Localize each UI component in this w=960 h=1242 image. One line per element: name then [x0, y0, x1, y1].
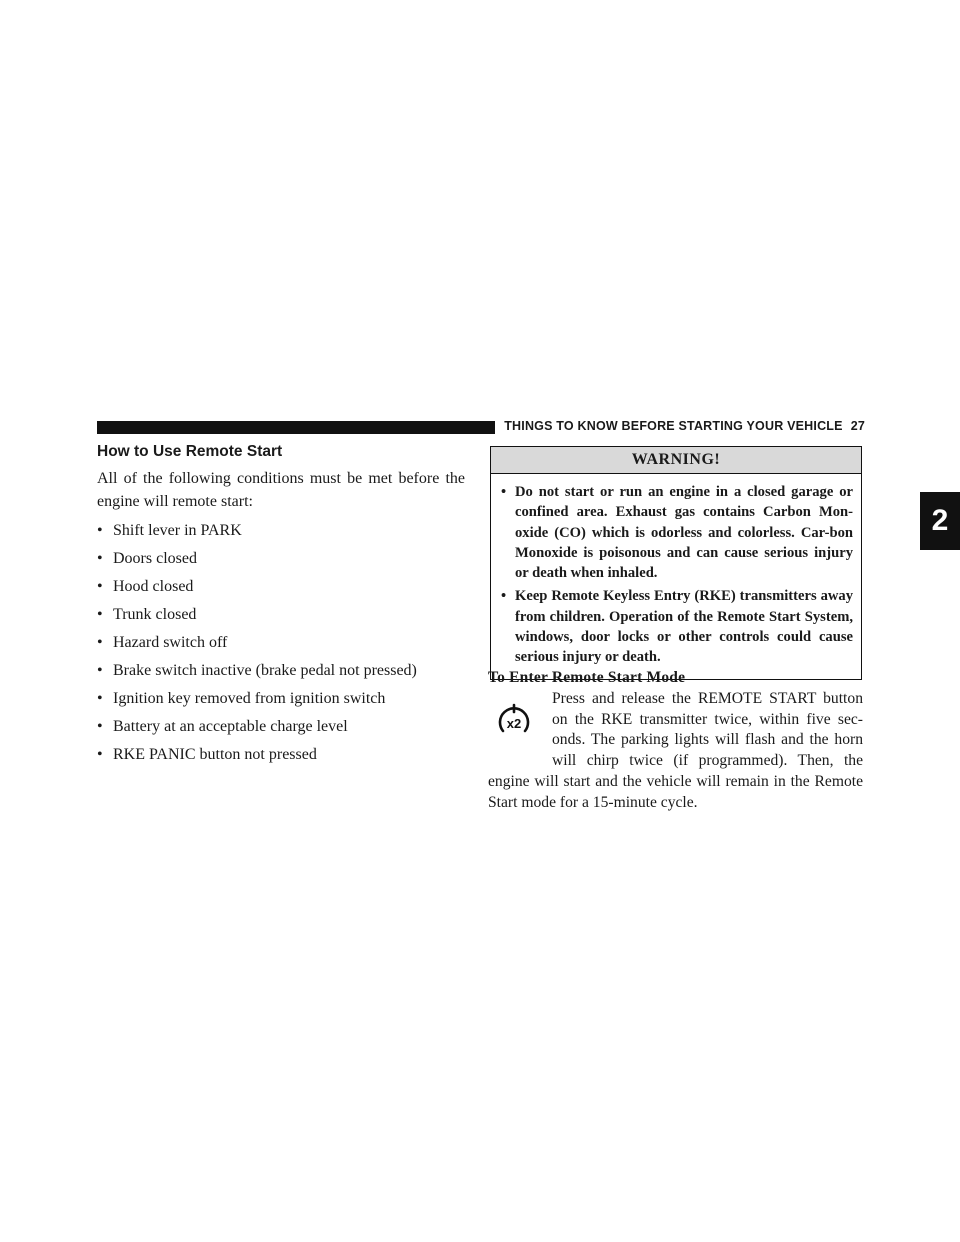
warning-item: • Keep Remote Keyless Entry (RKE) transmitters away from children. Operation of the Remote Start System, windows, door locks or other controls could cause serious injury or death. [501, 588, 853, 666]
warning-item: • Do not start or run an engine in a closed garage or confined area. Exhaust gas contains Carbon Mon-oxide (CO) which is odorless and colorless. Car-bon Monoxide is poisonous and can cause serious injury or death when inhaled. [501, 484, 853, 582]
conditions-list [97, 517, 465, 769]
list-item-text: RKE PANIC button not pressed [113, 746, 317, 763]
chapter-tab [920, 492, 960, 550]
list-item-text: Trunk closed [113, 606, 197, 623]
left-column [97, 443, 465, 769]
page-number: 27 [850, 419, 865, 433]
remote-start-x2-icon [488, 689, 540, 753]
list-item: • Battery at an acceptable charge level [97, 718, 348, 735]
list-item-text: Hood closed [113, 578, 194, 595]
list-item-text: Doors closed [113, 550, 197, 567]
running-header [503, 419, 865, 433]
list-item: • Ignition key removed from ignition switch [97, 690, 386, 707]
warning-list [491, 474, 861, 679]
warning-box [490, 446, 862, 680]
list-item-text: Battery at an acceptable charge level [113, 718, 348, 735]
list-item: • Shift lever in PARK [97, 522, 242, 539]
list-item-text: Shift lever in PARK [113, 522, 242, 539]
enter-mode-section [488, 669, 863, 813]
section-title: THINGS TO KNOW BEFORE STARTING YOUR VEHICLE [504, 419, 843, 433]
icon-label: x2 [506, 716, 522, 731]
list-item-text: Hazard switch off [113, 634, 228, 651]
chapter-number: 2 [931, 504, 949, 537]
list-item: • Hazard switch off [97, 634, 228, 651]
remote-start-x2-icon-graphic [494, 701, 534, 741]
warning-item-text: Do not start or run an engine in a closed garage or confined area. Exhaust gas contains Carbon Mon-oxide (CO) which is odorless and colorless. Car-bon Monoxide is poisonous and can cause serious injury or death when inhaled. [515, 484, 853, 582]
list-item-text: Brake switch inactive (brake pedal not pressed) [113, 662, 417, 679]
warning-item-text: Keep Remote Keyless Entry (RKE) transmitters away from children. Operation of the Remote Start System, windows, door locks or other controls could cause serious injury or death. [515, 588, 853, 666]
list-item: • Brake switch inactive (brake pedal not pressed) [97, 662, 417, 679]
header-rule [97, 421, 495, 434]
intro-paragraph: All of the following conditions must be met before the engine will remote start: [97, 470, 465, 510]
list-item-text: Ignition key removed from ignition switch [113, 690, 386, 707]
section-heading: How to Use Remote Start [97, 443, 283, 460]
warning-title: WARNING! [491, 447, 861, 474]
enter-mode-paragraph: Press and release the REMOTE START button on the RKE transmitter twice, within five sec-onds. The parking lights will flash and the horn will chirp twice (if programmed). Then, the engine will start and the vehicle will remain in the Remote Start mode for a 15-minute cycle. [488, 690, 863, 811]
list-item: • Hood closed [97, 578, 194, 595]
list-item: • Trunk closed [97, 606, 197, 623]
list-item: • Doors closed [97, 550, 197, 567]
subsection-heading: To Enter Remote Start Mode [488, 669, 686, 686]
list-item: • RKE PANIC button not pressed [97, 746, 317, 763]
